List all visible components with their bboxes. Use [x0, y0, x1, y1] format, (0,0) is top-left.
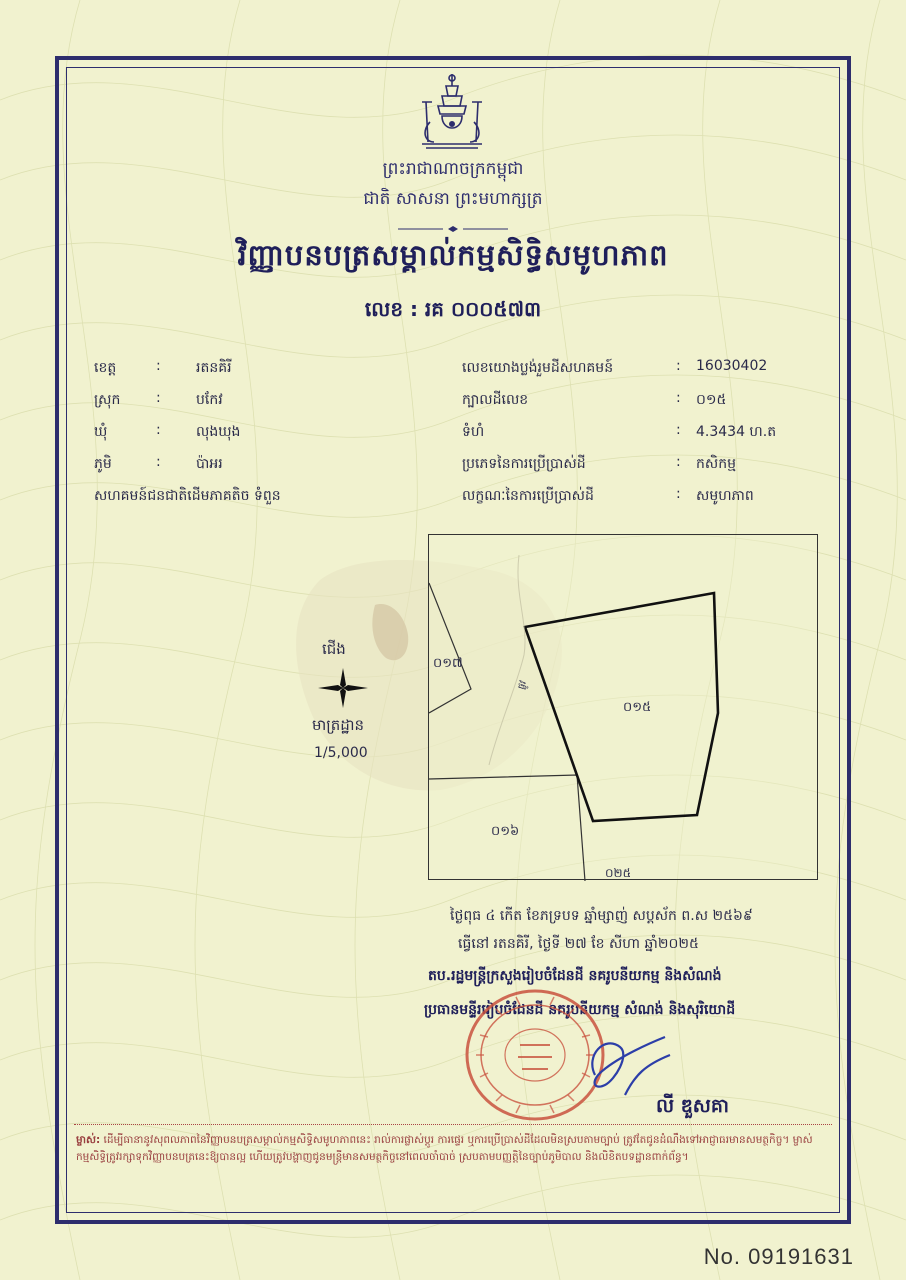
- community-name: សហគមន៍ជនជាតិដើមភាគតិច ទំពួន: [94, 488, 281, 504]
- map-ref-sep: :: [676, 358, 681, 374]
- on-behalf-line: តប.រដ្ឋមន្ត្រីក្រសួងរៀបចំដែនដី នគរូបនីយកម្ម និងសំណង់: [428, 968, 722, 984]
- national-motto: ជាតិ សាសនា ព្រះមហាក្សត្រ: [363, 189, 543, 209]
- commune-sep: :: [156, 422, 161, 438]
- land-use-type-value: កសិកម្ម: [696, 456, 736, 472]
- area-value: 4.3434 ហ.ត: [696, 424, 777, 440]
- parcel-no-sep: :: [676, 390, 681, 406]
- district-label: ស្រុក: [94, 392, 121, 408]
- parcel-no-label: ក្បាលដីលេខ: [462, 392, 529, 408]
- stream-line: [489, 555, 525, 765]
- handwritten-signature: [575, 1025, 675, 1105]
- land-use-type-sep: :: [676, 454, 681, 470]
- parcel-017-boundary: [429, 583, 471, 713]
- village-label: ភូមិ: [94, 456, 112, 472]
- director-line: ប្រធានមន្ទីររៀបចំដែនដី នគរូបនីយកម្ម សំណង់ និងសុរិយោដី: [424, 1002, 736, 1018]
- parcel-016-label: ០១៦: [491, 824, 520, 839]
- village-value: ប៉ាអរ: [196, 456, 223, 472]
- parcel-015-label: ០១៥: [623, 700, 652, 715]
- parcel-no-value: ០១៥: [696, 392, 727, 408]
- note-label: ម្ចាស់:: [76, 1134, 101, 1146]
- land-use-nature-value: សមូហភាព: [696, 488, 754, 504]
- issue-date: ធ្វើនៅ រតនគិរី, ថ្ងៃទី ២៧ ខែ សីហា ឆ្នាំ២០២៥: [458, 936, 699, 952]
- road-label: ផ្លូវ: [516, 679, 529, 692]
- royal-emblem-icon: [412, 72, 492, 152]
- certificate-number: លេខ : រគ ០០០៥៧៣: [364, 297, 542, 321]
- note-separator: [74, 1124, 832, 1125]
- province-value: រតនគិរី: [196, 360, 232, 376]
- land-use-nature-label: លក្ខណៈនៃការប្រើប្រាស់ដី: [462, 488, 594, 504]
- village-sep: :: [156, 454, 161, 470]
- lunar-date: ថ្ងៃពុធ ៤ កើត ខែភទ្របទ ឆ្នាំម្សាញ់ សប្តស័ក ព.ស ២៥៦៩: [450, 908, 753, 924]
- scale-value: 1/5,000: [314, 745, 368, 761]
- district-value: បកែវ: [196, 392, 223, 408]
- signer-name: លី ឌួសគា: [656, 1095, 729, 1117]
- note-text: ដើម្បីធានានូវសុពលភាពនៃវិញ្ញាបនបត្រសម្គាល់កម្មសិទ្ធិសមូហភាពនេះ រាល់ការផ្លាស់ប្តូរ ការផ្ទេរ ឬការប្រើប្រាស់ដីដែលមិនស្របតាមច្បាប់ ត្រូវតែជូនដំណឹងទៅអាជ្ញាធរមានសមត្ថកិច្ច។ ម្ចាស់កម្មសិទ្ធិត្រូវរក្សាទុកវិញ្ញាបនបត្រនេះឱ្យបានល្អ ហើយត្រូវបង្ហាញជូនមន្ត្រីមានសមត្ថកិច្ចនៅពេលចាំបាច់ ស្របតាមបញ្ញត្តិនៃច្បាប់ភូមិបាល និងលិខិតបទដ្ឋានពាក់ព័ន្ធ។: [76, 1134, 813, 1163]
- province-sep: :: [156, 358, 161, 374]
- parcel-025-label: ០២៥: [605, 866, 632, 880]
- kingdom-name: ព្រះរាជាណាចក្រកម្ពុជា: [382, 159, 524, 179]
- compass-rose-icon: [318, 668, 368, 708]
- parcel-015-boundary: [525, 593, 718, 821]
- map-ref-label: លេខយោងប្លង់រួមដីសហគមន៍: [462, 360, 614, 376]
- province-label: ខេត្ត: [94, 360, 117, 376]
- area-label: ទំហំ: [462, 424, 485, 440]
- parcel-017-label: ០១៧: [433, 656, 463, 671]
- land-use-nature-sep: :: [676, 486, 681, 502]
- scale-label: មាត្រដ្ឋាន: [312, 716, 365, 734]
- commune-label: ឃុំ: [94, 424, 108, 440]
- legal-note: [76, 1132, 830, 1166]
- certificate-title: វិញ្ញាបនបត្រសម្គាល់កម្មសិទ្ធិសមូហភាព: [237, 238, 669, 272]
- commune-value: លុងឃុង: [196, 424, 241, 440]
- land-use-type-label: ប្រភេទនៃការប្រើប្រាស់ដី: [462, 456, 586, 472]
- district-sep: :: [156, 390, 161, 406]
- ornamental-divider: [398, 226, 508, 232]
- serial-number: No. 09191631: [703, 1244, 854, 1269]
- area-sep: :: [676, 422, 681, 438]
- north-label: ជើង: [322, 640, 346, 658]
- parcel-map: [428, 534, 818, 880]
- map-ref-value: 16030402: [696, 358, 768, 374]
